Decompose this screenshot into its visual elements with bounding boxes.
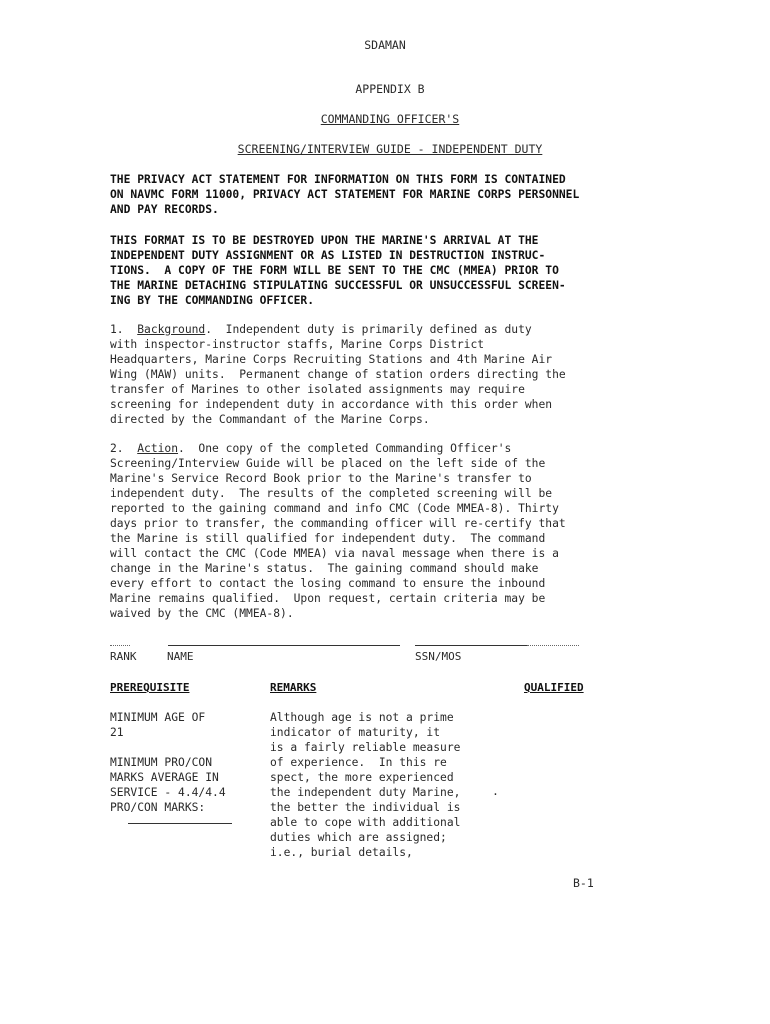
prerequisite-line: MINIMUM AGE OF [110, 711, 206, 724]
destruction-statement: THIS FORMAT IS TO BE DESTROYED UPON THE MARINE'S ARRIVAL AT THE INDEPENDENT DUTY ASSIGNMENT OR AS LISTED IN DESTRUCTION INSTRUC- TIONS. A COPY OF THE FORM WILL BE SENT TO THE CMC (MMEA) PRIOR TO THE MARINE DETACHING STIPULATING SUCCESSFUL OR UNSUCCESSFUL SCREEN- ING BY THE COMMANDING OFFICER. [110, 234, 566, 307]
remark-line: of experience. In this re [270, 756, 447, 769]
page-subtitle: SCREENING/INTERVIEW GUIDE - INDEPENDENT DUTY [237, 142, 543, 156]
section-background: 1. Background. Independent duty is primarily defined as duty with inspector-instructor staffs, Marine Corps District Headquarters, Marine Corps Recruiting Stations and 4th Marine Air Wing (MAW) units. Permanent change of station orders directing the transfer of Marines to other isolated assignments may require screening for independent duty in accordance with this order when directed by the Commandant of the Marine Corps. [110, 323, 566, 426]
remark-line: indicator of maturity, it [270, 726, 441, 739]
section-heading: Action [137, 442, 179, 455]
ssn-entry-line[interactable] [415, 645, 527, 646]
remark-line: the better the individual is [270, 801, 461, 814]
remark-line: spect, the more experienced [270, 771, 454, 784]
name-entry-line[interactable] [168, 645, 400, 646]
remark-line: duties which are assigned; [270, 831, 447, 844]
remark-line: able to cope with additional [270, 816, 461, 829]
prerequisite-line: SERVICE - 4.4/4.4 [110, 786, 226, 799]
page-number: B-1 [573, 876, 594, 890]
qualified-mark: . [492, 784, 499, 798]
section-heading: Background [137, 323, 206, 336]
prerequisite-line [110, 740, 226, 755]
remark-line: is a fairly reliable measure [270, 741, 461, 754]
section-number: 1. [110, 323, 124, 336]
prerequisite-line: MINIMUM PRO/CON [110, 756, 213, 769]
section-action: 2. Action. One copy of the completed Commanding Officer's Screening/Interview Guide will be placed on the left side of the Marine's Service Record Book prior to the Marine's transfer to independent duty. The results of the completed screening will be reported to the gaining command and info CMC (Code MMEA-8). Thirty days prior to transfer, the commanding officer will re-certify that the Marine is still qualified for independent duty. The command will contact the CMC (Code MMEA) via naval message when there is a change in the Marine's status. The gaining command should make every effort to contact the losing command to ensure the inbound Marine remains qualified. Upon request, certain criteria may be waived by the CMC (MMEA-8). [110, 442, 566, 620]
rank-dotted-line [110, 645, 130, 646]
prerequisite-line: 21 [110, 726, 124, 739]
remark-line: the independent duty Marine, [270, 786, 461, 799]
appendix-label: APPENDIX B [355, 82, 425, 96]
privacy-statement: THE PRIVACY ACT STATEMENT FOR INFORMATION ON THIS FORM IS CONTAINED ON NAVMC FORM 11000, PRIVACY ACT STATEMENT FOR MARINE CORPS PERSONNEL AND PAY RECORDS. [110, 173, 580, 216]
document-code: SDAMAN [364, 38, 406, 52]
ssn-mos-label: SSN/MOS [415, 650, 462, 663]
rank-label: RANK [110, 650, 137, 663]
qualified-column-header: QUALIFIED [524, 681, 584, 694]
prerequisite-column [110, 710, 226, 815]
name-label: NAME [167, 650, 194, 663]
prerequisite-line: PRO/CON MARKS: [110, 801, 206, 814]
prerequisite-line: MARKS AVERAGE IN [110, 771, 219, 784]
remark-line: i.e., burial details, [270, 846, 413, 859]
section-number: 2. [110, 442, 124, 455]
pro-con-marks-entry-line[interactable] [128, 823, 232, 824]
ssn-dotted-line [527, 645, 579, 646]
prerequisite-column-header: PREREQUISITE [110, 681, 190, 694]
remarks-column-header: REMARKS [270, 681, 317, 694]
page-title: COMMANDING OFFICER'S [320, 112, 460, 126]
remarks-column [270, 710, 460, 860]
remark-line: Although age is not a prime [270, 711, 454, 724]
